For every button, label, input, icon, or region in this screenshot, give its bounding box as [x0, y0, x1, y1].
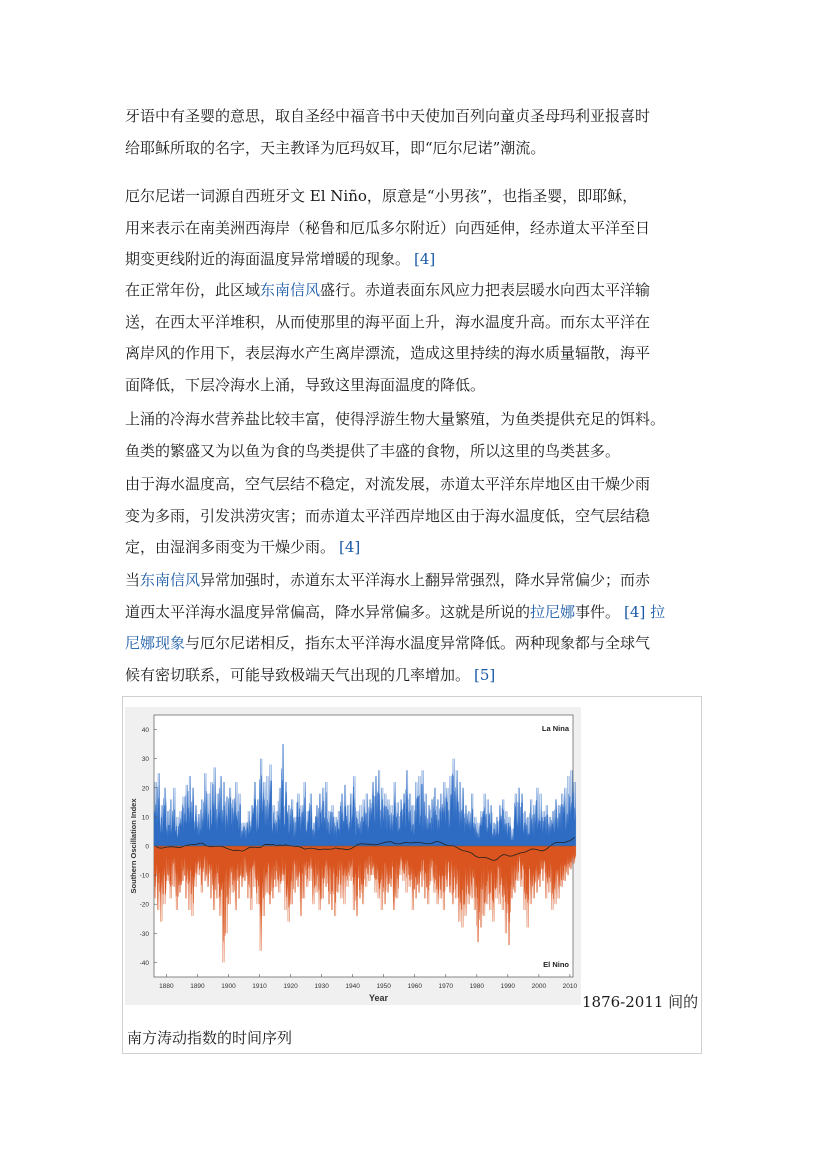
wiki-link[interactable]: 东南信风 — [140, 571, 201, 589]
paragraph — [125, 565, 705, 691]
figure-caption-line2: 南方涛动指数的时间序列 — [127, 1029, 293, 1047]
y-tick-label: 20 — [141, 785, 149, 793]
y-tick-label: 10 — [141, 814, 149, 822]
paragraph — [125, 469, 705, 564]
y-tick-label: -20 — [139, 901, 149, 909]
text-segment: 厄尔尼诺一词源自西班牙文 El Niño，原意是“小男孩”，也指圣婴，即耶稣， — [125, 187, 638, 205]
text-segment: 期变更线附近的海面温度异常增暖的现象。 — [125, 250, 411, 268]
x-tick-label: 1960 — [407, 983, 422, 990]
x-tick-label: 1910 — [252, 983, 267, 990]
x-tick-label: 1890 — [190, 983, 205, 990]
text-segment: 当 — [125, 571, 141, 589]
x-tick-label: 1930 — [314, 983, 329, 990]
x-tick-label: 2010 — [562, 983, 578, 990]
text-segment: 送，在西太平洋堆积，从而使那里的海平面上升，海水温度升高。而东太平洋在 — [125, 312, 651, 331]
text-segment: 面降低，下层冷海水上涌，导致这里海面温度的降低。 — [125, 375, 486, 394]
y-tick-label: 0 — [145, 843, 149, 851]
text-line — [125, 565, 705, 597]
text-line — [125, 133, 705, 165]
text-segment: 在正常年份，此区域 — [125, 281, 261, 299]
text-segment: 上涌的冷海水营养盐比较丰富，使得浮游生物大量繁殖，为鱼类提供充足的饵料。 — [125, 410, 666, 428]
text-line — [125, 307, 705, 339]
text-segment: 给耶稣所取的名字，天主教译为厄玛奴耳，即“厄尔尼诺”潮流。 — [125, 138, 546, 157]
figure-caption-line1: 1876-2011 间的 — [582, 993, 699, 1011]
text-segment: 与厄尔尼诺相反，指东太平洋海水温度异常降低。两种现象都与全球气 — [185, 634, 651, 652]
y-tick-label: 30 — [141, 756, 149, 764]
reference-link[interactable]: [4] — [624, 602, 646, 621]
reference-link[interactable]: [4] — [414, 250, 436, 268]
x-tick-label: 1900 — [221, 983, 236, 990]
text-segment: 用来表示在南美洲西海岸（秘鲁和厄瓜多尔附近）向西延伸，经赤道太平洋至日 — [125, 218, 651, 237]
text-line — [125, 436, 705, 468]
paragraph — [125, 101, 705, 164]
text-segment: 盛行。赤道表面东风应力把表层暖水向西太平洋输 — [320, 281, 651, 299]
wiki-link[interactable]: 尼娜现象 — [125, 634, 186, 652]
annotation-la-nina: La Nina — [541, 724, 569, 733]
text-segment: 变为多雨，引发洪涝灾害；而赤道太平洋西岸地区由于海水温度低，空气层结稳 — [125, 506, 651, 525]
reference-link[interactable]: [5] — [474, 665, 496, 684]
wiki-link[interactable]: 东南信风 — [260, 281, 321, 299]
text-segment: 牙语中有圣婴的意思，取自圣经中福音书中天使加百列向童贞圣母玛利亚报喜时 — [125, 107, 651, 125]
text-segment: 定，由湿润多雨变为干燥少雨。 — [125, 538, 336, 556]
paragraph — [125, 404, 705, 467]
soi-chart — [125, 707, 581, 1005]
text-segment: 异常加强时，赤道东太平洋海水上翻异常强烈，降水异常偏少；而赤 — [200, 571, 651, 589]
text-line — [125, 404, 705, 436]
text-line — [125, 469, 705, 501]
text-segment: 道西太平洋海水温度异常偏高，降水异常偏多。这就是所说的 — [125, 602, 531, 621]
wiki-link[interactable]: 拉 — [645, 602, 666, 621]
text-segment: 事件。 — [575, 602, 621, 621]
paragraph — [125, 181, 705, 276]
y-tick-label: -30 — [139, 930, 149, 938]
y-tick-label: -10 — [139, 872, 149, 880]
text-segment: 由于海水温度高，空气层结不稳定，对流发展，赤道太平洋东岸地区由干燥少雨 — [125, 475, 651, 493]
x-tick-label: 1940 — [345, 983, 360, 990]
text-line — [125, 338, 705, 370]
text-line — [125, 597, 705, 629]
x-tick-label: 2000 — [531, 983, 547, 990]
paragraph — [125, 275, 705, 401]
reference-link[interactable]: [4] — [339, 538, 361, 556]
x-axis-label: Year — [368, 993, 389, 1003]
y-tick-label: 40 — [141, 727, 149, 735]
y-axis-label: Southern Oscillation Index — [129, 798, 138, 894]
text-line — [125, 660, 705, 692]
text-line — [125, 501, 705, 533]
text-segment: 离岸风的作用下，表层海水产生离岸漂流，造成这里持续的海水质量辐散，海平 — [125, 344, 651, 362]
wiki-link[interactable]: 拉尼娜 — [530, 602, 576, 621]
text-line — [125, 213, 705, 245]
text-line — [125, 370, 705, 402]
text-line — [125, 244, 705, 276]
x-tick-label: 1990 — [500, 983, 516, 990]
x-tick-label: 1970 — [438, 983, 453, 990]
text-segment: 候有密切联系，可能导致极端天气出现的几率增加。 — [125, 665, 471, 684]
annotation-el-nino: El Nino — [543, 960, 569, 969]
x-tick-label: 1980 — [469, 983, 485, 990]
x-tick-label: 1880 — [159, 983, 174, 990]
text-line — [125, 628, 705, 660]
text-line — [125, 275, 705, 307]
text-line — [125, 181, 705, 213]
text-line — [125, 101, 705, 133]
text-line — [125, 532, 705, 564]
text-segment: 鱼类的繁盛又为以鱼为食的鸟类提供了丰盛的食物，所以这里的鸟类甚多。 — [125, 441, 621, 460]
y-tick-label: -40 — [139, 959, 149, 967]
x-tick-label: 1950 — [376, 983, 391, 990]
x-tick-label: 1920 — [283, 983, 298, 990]
